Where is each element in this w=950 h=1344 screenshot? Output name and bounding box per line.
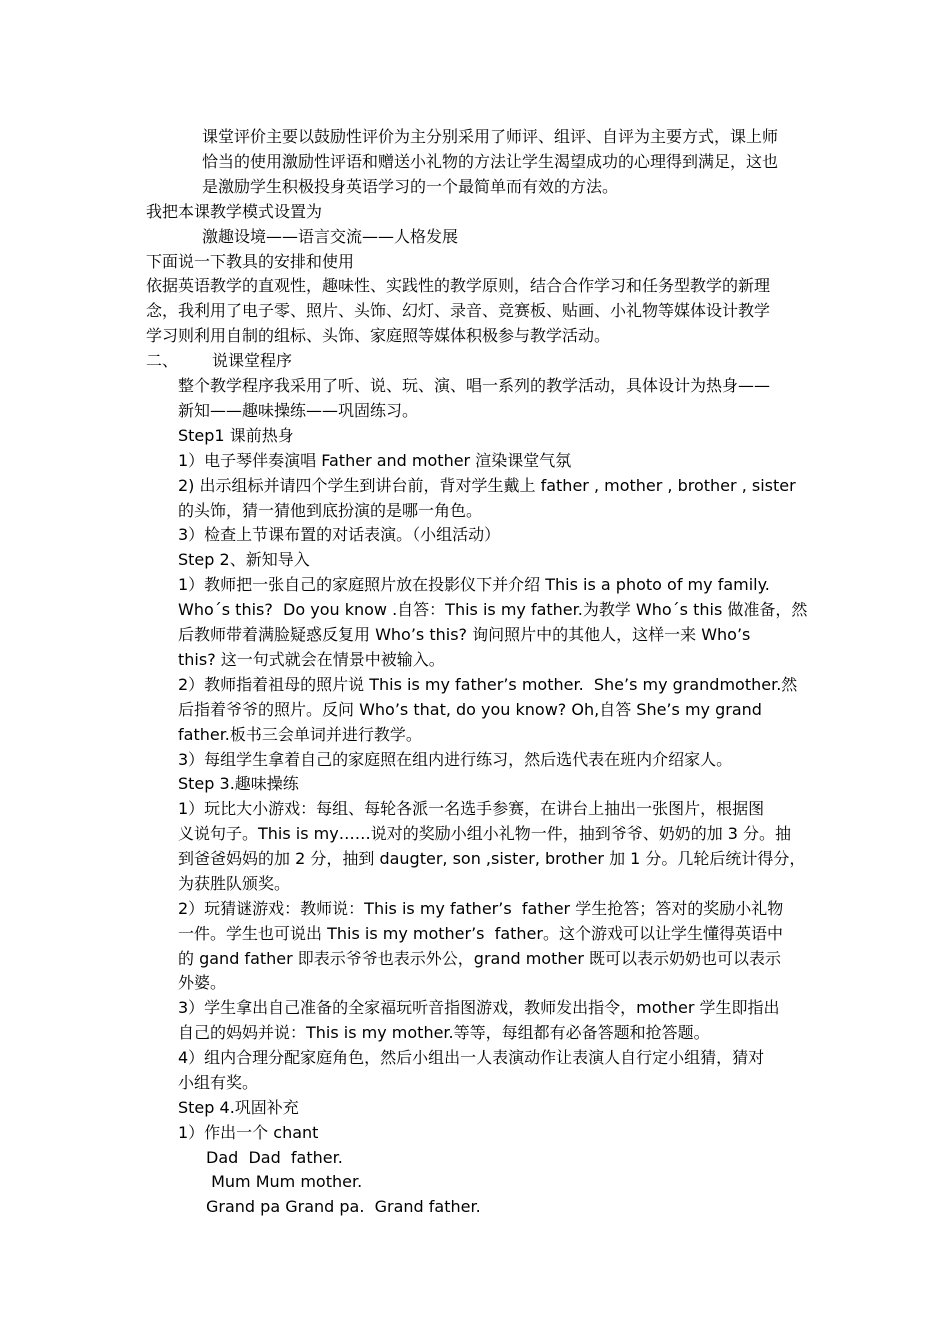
eval-line-2: 恰当的使用激励性评语和赠送小礼物的方法让学生渴望成功的心理得到满足，这也	[202, 152, 779, 171]
tools-line-3: 学习则利用自制的组标、头饰、家庭照等媒体积极参与教学活动。	[146, 326, 611, 345]
step3-item-1-line-4: 为获胜队颁奖。	[178, 874, 291, 893]
step2-item-1-line-2: Who´s this? Do you know .自答：This is my father.为教学 Who´s this 做准备，然	[178, 600, 808, 619]
step3-item-3-line-1: 3）学生拿出自己准备的全家福玩听音指图游戏，教师发出指令，mother 学生即指出	[178, 998, 780, 1017]
step3-item-1-line-1: 1）玩比大小游戏：每组、每轮各派一名选手参赛，在讲台上抽出一张图片，根据图	[178, 799, 765, 818]
section-number: 二、	[146, 351, 179, 370]
step4-title: Step 4.巩固补充	[178, 1098, 299, 1117]
step3-item-3-line-2: 自己的妈妈并说：This is my mother.等等，每组都有必备答题和抢答题。	[178, 1023, 710, 1042]
step3-item-2-line-4: 外婆。	[178, 973, 227, 992]
step3-item-1-line-2: 义说句子。This is my……说对的奖励小组小礼物一件，抽到爷爷、奶奶的加 3 分。抽	[178, 824, 792, 843]
step2-item-1-line-3: 后教师带着满脸疑惑反复用 Who’s this? 询问照片中的其他人，这样一来 Who’s	[178, 625, 751, 644]
eval-line-1: 课堂评价主要以鼓励性评价为主分别采用了师评、组评、自评为主要方式，课上师	[202, 127, 779, 146]
step1-item-2-line-2: 的头饰，猜一猜他到底扮演的是哪一角色。	[178, 501, 483, 520]
step3-item-1-line-3: 到爸爸妈妈的加 2 分，抽到 daugter, son ,sister, brother 加 1 分。几轮后统计得分，	[178, 849, 806, 868]
step2-item-2-line-2: 后指着爷爷的照片。反问 Who’s that, do you know? Oh,自答 She’s my grand	[178, 700, 762, 719]
step2-item-2-line-3: father.板书三会单词并进行教学。	[178, 725, 422, 744]
step3-item-2-line-1: 2）玩猜谜游戏：教师说：This is my father’s father 学生抢答；答对的奖励小礼物	[178, 899, 784, 918]
tools-line-1: 依据英语教学的直观性，趣味性、实践性的教学原则，结合合作学习和任务型教学的新理	[146, 276, 771, 295]
chant-line-3: Grand pa Grand pa. Grand father.	[206, 1197, 481, 1216]
overview-line-2: 新知——趣味操练——巩固练习。	[178, 401, 419, 420]
step3-item-4-line-2: 小组有奖。	[178, 1073, 259, 1092]
chant-line-2: Mum Mum mother.	[206, 1172, 363, 1191]
step3-item-2-line-2: 一件。学生也可说出 This is my mother’s father。这个游戏可以让学生懂得英语中	[178, 924, 783, 943]
step1-item-1: 1）电子琴伴奏演唱 Father and mother 渲染课堂气氛	[178, 451, 572, 470]
step2-item-1-line-4: this? 这一句式就会在情景中被输入。	[178, 650, 445, 669]
chant-line-1: Dad Dad father.	[206, 1148, 343, 1167]
step1-item-2-line-1: 2) 出示组标并请四个学生到讲台前，背对学生戴上 father , mother , brother , sister	[178, 476, 796, 495]
tools-line-2: 念，我利用了电子零、照片、头饰、幻灯、录音、竞赛板、贴画、小礼物等媒体设计教学	[146, 301, 771, 320]
eval-line-3: 是激励学生积极投身英语学习的一个最简单而有效的方法。	[202, 177, 619, 196]
step2-item-2-line-1: 2）教师指着祖母的照片说 This is my father’s mother. She’s my grandmother.然	[178, 675, 798, 694]
step1-title: Step1 课前热身	[178, 426, 294, 445]
step3-item-2-line-3: 的 gand father 即表示爷爷也表示外公，grand mother 既可以表示奶奶也可以表示	[178, 949, 782, 968]
step3-item-4-line-1: 4）组内合理分配家庭角色，然后小组出一人表演动作让表演人自行定小组猜，猜对	[178, 1048, 765, 1067]
step3-title: Step 3.趣味操练	[178, 774, 299, 793]
tools-heading: 下面说一下教具的安排和使用	[146, 252, 355, 271]
step4-item-1: 1）作出一个 chant	[178, 1123, 319, 1142]
step1-item-3: 3）检查上节课布置的对话表演。（小组活动）	[178, 525, 501, 544]
teaching-mode: 激趣设境——语言交流——人格发展	[202, 227, 459, 246]
section-title: 说课堂程序	[212, 351, 293, 370]
mode-intro: 我把本课教学模式设置为	[146, 202, 323, 221]
step2-title: Step 2、新知导入	[178, 550, 310, 569]
step2-item-1-line-1: 1）教师把一张自己的家庭照片放在投影仪下并介绍 This is a photo of my family.	[178, 575, 770, 594]
overview-line-1: 整个教学程序我采用了听、说、玩、演、唱一系列的教学活动，具体设计为热身——	[178, 376, 771, 395]
step2-item-3: 3）每组学生拿着自己的家庭照在组内进行练习，然后选代表在班内介绍家人。	[178, 750, 733, 769]
